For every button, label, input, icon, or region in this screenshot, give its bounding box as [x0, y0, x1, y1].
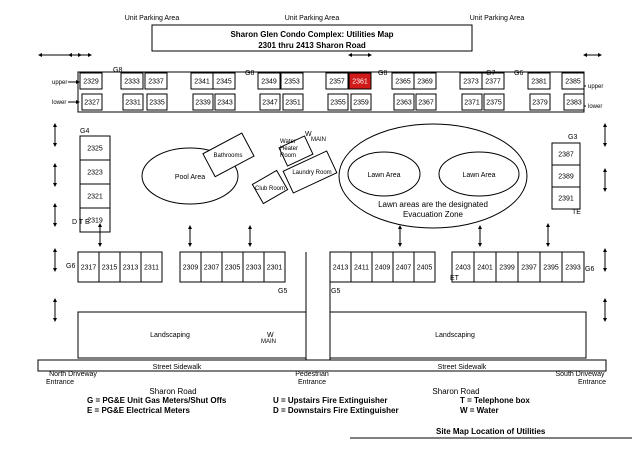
unit-number: 2315	[101, 264, 118, 272]
unit-2339	[193, 94, 213, 110]
unit-number: 2325	[87, 145, 103, 153]
unit-2405	[414, 252, 435, 282]
landscaping-left-label: Landscaping	[150, 332, 190, 339]
unit-2341	[191, 73, 213, 89]
pool-area-label: Pool Area	[174, 174, 206, 181]
gas-meter-g5-a: G5	[278, 288, 288, 295]
unit-number: 2365	[395, 78, 411, 86]
row-label-lower-left: lower	[52, 100, 67, 106]
evacuation-zone-line1: Lawn areas are the designated	[378, 200, 488, 209]
unit-2303	[243, 252, 264, 282]
unit-number: 2369	[417, 78, 433, 86]
unit-2399	[496, 252, 518, 282]
unit-number: 2377	[485, 78, 501, 86]
gas-meter-g4: G4	[80, 128, 90, 135]
road-label-right: Sharon Road	[432, 387, 480, 396]
unit-2333	[121, 73, 143, 89]
unit-number: 2341	[194, 78, 210, 86]
unit-number: 2349	[261, 78, 277, 86]
unit-number: 2337	[148, 78, 164, 86]
unit-2317	[78, 252, 99, 282]
unit-2365	[392, 73, 414, 89]
unit-number: 2409	[374, 264, 391, 272]
top-upper-units	[80, 73, 584, 89]
pedestrian-entrance-line1: Pedestrian	[295, 371, 329, 378]
utility-marker-te: TE	[572, 209, 581, 216]
legend-water: W = Water	[460, 406, 499, 415]
road-label-left: Sharon Road	[149, 387, 197, 396]
unit-2379	[530, 94, 550, 110]
unit-number: 2335	[149, 99, 165, 107]
unit-number: 2411	[353, 264, 370, 272]
gas-meter-g3: G3	[568, 134, 578, 141]
unit-number: 2355	[330, 99, 346, 107]
unit-2355	[328, 94, 348, 110]
unit-2321	[80, 184, 110, 208]
unit-number: 2323	[87, 169, 103, 177]
north-entrance-line2: Entrance	[45, 379, 75, 386]
unit-2305	[222, 252, 243, 282]
water-main-laundry: MAIN	[311, 137, 326, 143]
pedestrian-entrance-line2: Entrance	[297, 379, 327, 386]
unit-number: 2405	[416, 264, 433, 272]
unit-2367	[416, 94, 436, 110]
south-entrance-line1: South Driveway	[555, 371, 605, 378]
bottom-units-a	[78, 252, 162, 282]
lawn-area-2-label: Lawn Area	[462, 172, 496, 179]
landscaping-right-label: Landscaping	[435, 332, 475, 339]
unit-number: 2395	[543, 264, 559, 272]
unit-number: 2403	[455, 264, 471, 272]
parking-label-1: Unit Parking Area	[124, 15, 180, 22]
parking-label-3: Unit Parking Area	[469, 15, 525, 22]
unit-2327	[82, 94, 102, 110]
evacuation-zone-line2: Evacuation Zone	[402, 210, 464, 219]
unit-2393	[562, 252, 584, 282]
unit-2357	[326, 73, 348, 89]
lawn-area-1-label: Lawn Area	[367, 172, 401, 179]
unit-number: 2367	[418, 99, 434, 107]
gas-meter-g6-right: G6	[585, 266, 595, 273]
unit-2407	[393, 252, 414, 282]
utility-marker-dte: D T E	[72, 219, 90, 226]
unit-number: 2327	[84, 99, 100, 107]
unit-number: 2383	[566, 99, 582, 107]
gas-meter-g8-mid: G8	[245, 70, 255, 77]
unit-number: 2359	[353, 99, 369, 107]
unit-2343	[215, 94, 235, 110]
unit-2373	[460, 73, 482, 89]
legend-gas: G = PG&E Unit Gas Meters/Shut Offs	[87, 396, 227, 405]
unit-2345	[213, 73, 235, 89]
bathrooms-label: Bathrooms	[213, 153, 243, 159]
unit-number: 2381	[531, 78, 547, 86]
club-room	[251, 170, 288, 205]
unit-2369	[414, 73, 436, 89]
unit-number: 2387	[558, 151, 574, 159]
sidewalk-label-right: Street Sidewalk	[437, 364, 487, 371]
unit-number: 2309	[182, 264, 199, 272]
utility-marker-et: ET	[450, 275, 459, 282]
unit-2371	[462, 94, 482, 110]
map-title: Sharon Glen Condo Complex: Utilities Map	[230, 30, 394, 39]
unit-2397	[518, 252, 540, 282]
unit-number: 2321	[87, 193, 103, 201]
unit-2413	[330, 252, 351, 282]
unit-2331	[123, 94, 143, 110]
right-column-units	[552, 143, 580, 209]
unit-2307	[201, 252, 222, 282]
map-caption: Site Map Location of Utilities	[436, 427, 546, 436]
unit-number: 2303	[245, 264, 262, 272]
unit-number: 2347	[262, 99, 278, 107]
unit-number: 2311	[143, 264, 160, 272]
legend-upstairs: U = Upstairs Fire Extinguisher	[273, 396, 388, 405]
unit-number: 2399	[499, 264, 515, 272]
unit-2411	[351, 252, 372, 282]
unit-number: 2339	[195, 99, 211, 107]
unit-2335	[147, 94, 167, 110]
unit-2351	[283, 94, 303, 110]
unit-number: 2389	[558, 173, 574, 181]
unit-2309	[180, 252, 201, 282]
unit-number: 2331	[125, 99, 141, 107]
row-label-lower-right: lower	[588, 104, 603, 110]
north-entrance-line1: North Driveway	[49, 371, 97, 378]
laundry-room-label: Laundry Room	[292, 170, 332, 176]
unit-number: 2319	[87, 217, 103, 225]
unit-number: 2357	[329, 78, 345, 86]
bottom-units-b	[180, 252, 285, 282]
unit-2313	[120, 252, 141, 282]
club-room-label: Club Room	[254, 186, 286, 192]
unit-2381	[528, 73, 550, 89]
south-entrance-line2: Entrance	[577, 379, 607, 386]
unit-number: 2345	[216, 78, 232, 86]
legend-downstairs: D = Downstairs Fire Extinguisher	[273, 406, 399, 415]
unit-number: 2317	[80, 264, 97, 272]
unit-number: 2333	[124, 78, 140, 86]
gas-meter-g8-left: G8	[113, 67, 123, 74]
unit-2347	[260, 94, 280, 110]
parking-label-2: Unit Parking Area	[284, 15, 340, 22]
row-label-upper-left: upper	[52, 80, 68, 86]
gas-meter-g5-b: G5	[331, 288, 341, 295]
unit-number: 2393	[565, 264, 581, 272]
unit-2391	[552, 187, 580, 209]
water-marker-landscape: W	[267, 332, 274, 339]
unit-2349	[258, 73, 280, 89]
bottom-units-c	[330, 252, 435, 282]
unit-number: 2373	[463, 78, 479, 86]
unit-2363	[394, 94, 414, 110]
unit-number: 2353	[284, 78, 300, 86]
water-heater-label: Water Heater Room	[280, 139, 299, 159]
gas-meter-g7: G7	[486, 70, 496, 77]
unit-2329	[80, 73, 102, 89]
unit-number: 2391	[558, 195, 574, 203]
top-lower-units	[82, 94, 584, 110]
water-marker-laundry: W	[305, 131, 312, 138]
unit-2337	[145, 73, 167, 89]
unit-number: 2363	[396, 99, 412, 107]
unit-2409	[372, 252, 393, 282]
row-label-upper-right: upper	[588, 84, 604, 90]
bottom-units-d	[452, 252, 584, 282]
unit-number: 2385	[565, 78, 581, 86]
unit-number: 2407	[395, 264, 412, 272]
unit-2401	[474, 252, 496, 282]
gas-meter-g8-right: G8	[378, 70, 388, 77]
unit-number: 2413	[332, 264, 349, 272]
unit-number: 2343	[217, 99, 233, 107]
unit-2383	[564, 94, 584, 110]
unit-2353	[281, 73, 303, 89]
unit-2325	[80, 136, 110, 160]
unit-2389	[552, 165, 580, 187]
unit-2323	[80, 160, 110, 184]
water-main-landscape: MAIN	[261, 339, 276, 345]
unit-2361	[349, 73, 371, 89]
gas-meter-g6-top: G6	[514, 70, 524, 77]
unit-2375	[484, 94, 504, 110]
unit-number: 2305	[224, 264, 241, 272]
unit-2385	[562, 73, 584, 89]
unit-number: 2301	[266, 264, 283, 272]
unit-2315	[99, 252, 120, 282]
unit-number: 2313	[122, 264, 139, 272]
unit-number: 2371	[464, 99, 480, 107]
street-sidewalk	[38, 360, 606, 371]
left-column-units	[80, 136, 110, 232]
unit-number: 2401	[477, 264, 493, 272]
unit-2359	[351, 94, 371, 110]
unit-number: 2397	[521, 264, 537, 272]
unit-2311	[141, 252, 162, 282]
unit-number: 2329	[83, 78, 99, 86]
map-subtitle: 2301 thru 2413 Sharon Road	[258, 41, 366, 50]
legend-electric: E = PG&E Electrical Meters	[87, 406, 190, 415]
unit-2395	[540, 252, 562, 282]
legend-telephone: T = Telephone box	[460, 396, 530, 405]
unit-2387	[552, 143, 580, 165]
gas-meter-g6-left: G6	[66, 263, 76, 270]
unit-2301	[264, 252, 285, 282]
sidewalk-label-left: Street Sidewalk	[152, 364, 202, 371]
unit-number: 2307	[203, 264, 220, 272]
unit-number: 2351	[285, 99, 301, 107]
unit-number: 2375	[486, 99, 502, 107]
bathrooms	[203, 133, 254, 177]
unit-number: 2379	[532, 99, 548, 107]
unit-number: 2361	[352, 78, 368, 86]
